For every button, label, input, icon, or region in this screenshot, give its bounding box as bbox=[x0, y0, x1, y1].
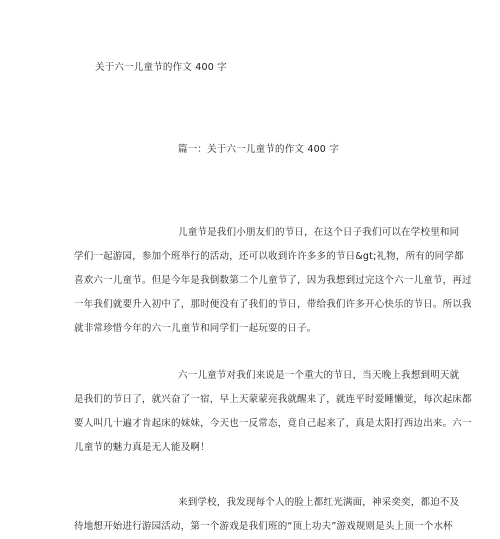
paragraph-line: 要人叫几十遍才肯起床的妹妹，今天也一反常态，竟自己起来了，真是太阳打西边出来。六一 bbox=[74, 418, 472, 429]
document-title: 关于六一儿童节的作文 400 字 bbox=[95, 62, 227, 73]
paragraph-line: 喜欢六一儿童节。但是今年是我倒数第二个儿童节了，因为我想到过完这个六一儿童节，再过 bbox=[74, 275, 472, 286]
paragraph-line: 待地想开始进行游园活动，第一个游戏是我们班的“顶上功夫”游戏规则是头上顶一个水杯 bbox=[74, 521, 453, 532]
paragraph-line: 就非常珍惜今年的六一儿童节和同学们一起玩耍的日子。 bbox=[74, 323, 317, 334]
paragraph-line: 儿童节是我们小朋友们的节日，在这个日子我们可以在学校里和同 bbox=[178, 227, 460, 238]
paragraph-2 bbox=[74, 364, 472, 460]
paragraph-line: 一年我们就要升入初中了，那时便没有了我们的节日，带给我们许多开心快乐的节日。所以我 bbox=[74, 299, 472, 310]
paragraph-line: 儿童节的魅力真是无人能及啊！ bbox=[74, 442, 210, 453]
paragraph-line: 学们一起游园，参加个班举行的活动，还可以收到许许多多的节日&gt;礼物，所有的同学都 bbox=[74, 251, 464, 262]
paragraph-line: 是我们的节日了，就兴奋了一宿，早上天蒙蒙亮我就醒来了，就连平时爱睡懒觉，每次起床都 bbox=[74, 394, 472, 405]
paragraph-3 bbox=[74, 491, 460, 539]
paragraph-line: 六一儿童节对我们来说是一个重大的节日，当天晚上我想到明天就 bbox=[178, 370, 460, 381]
paragraph-1 bbox=[74, 221, 472, 341]
section-title: 篇一：关于六一儿童节的作文 400 字 bbox=[178, 144, 339, 155]
paragraph-line: 来到学校，我发现每个人的脸上都红光满面，神采奕奕，都迫不及 bbox=[178, 497, 460, 508]
